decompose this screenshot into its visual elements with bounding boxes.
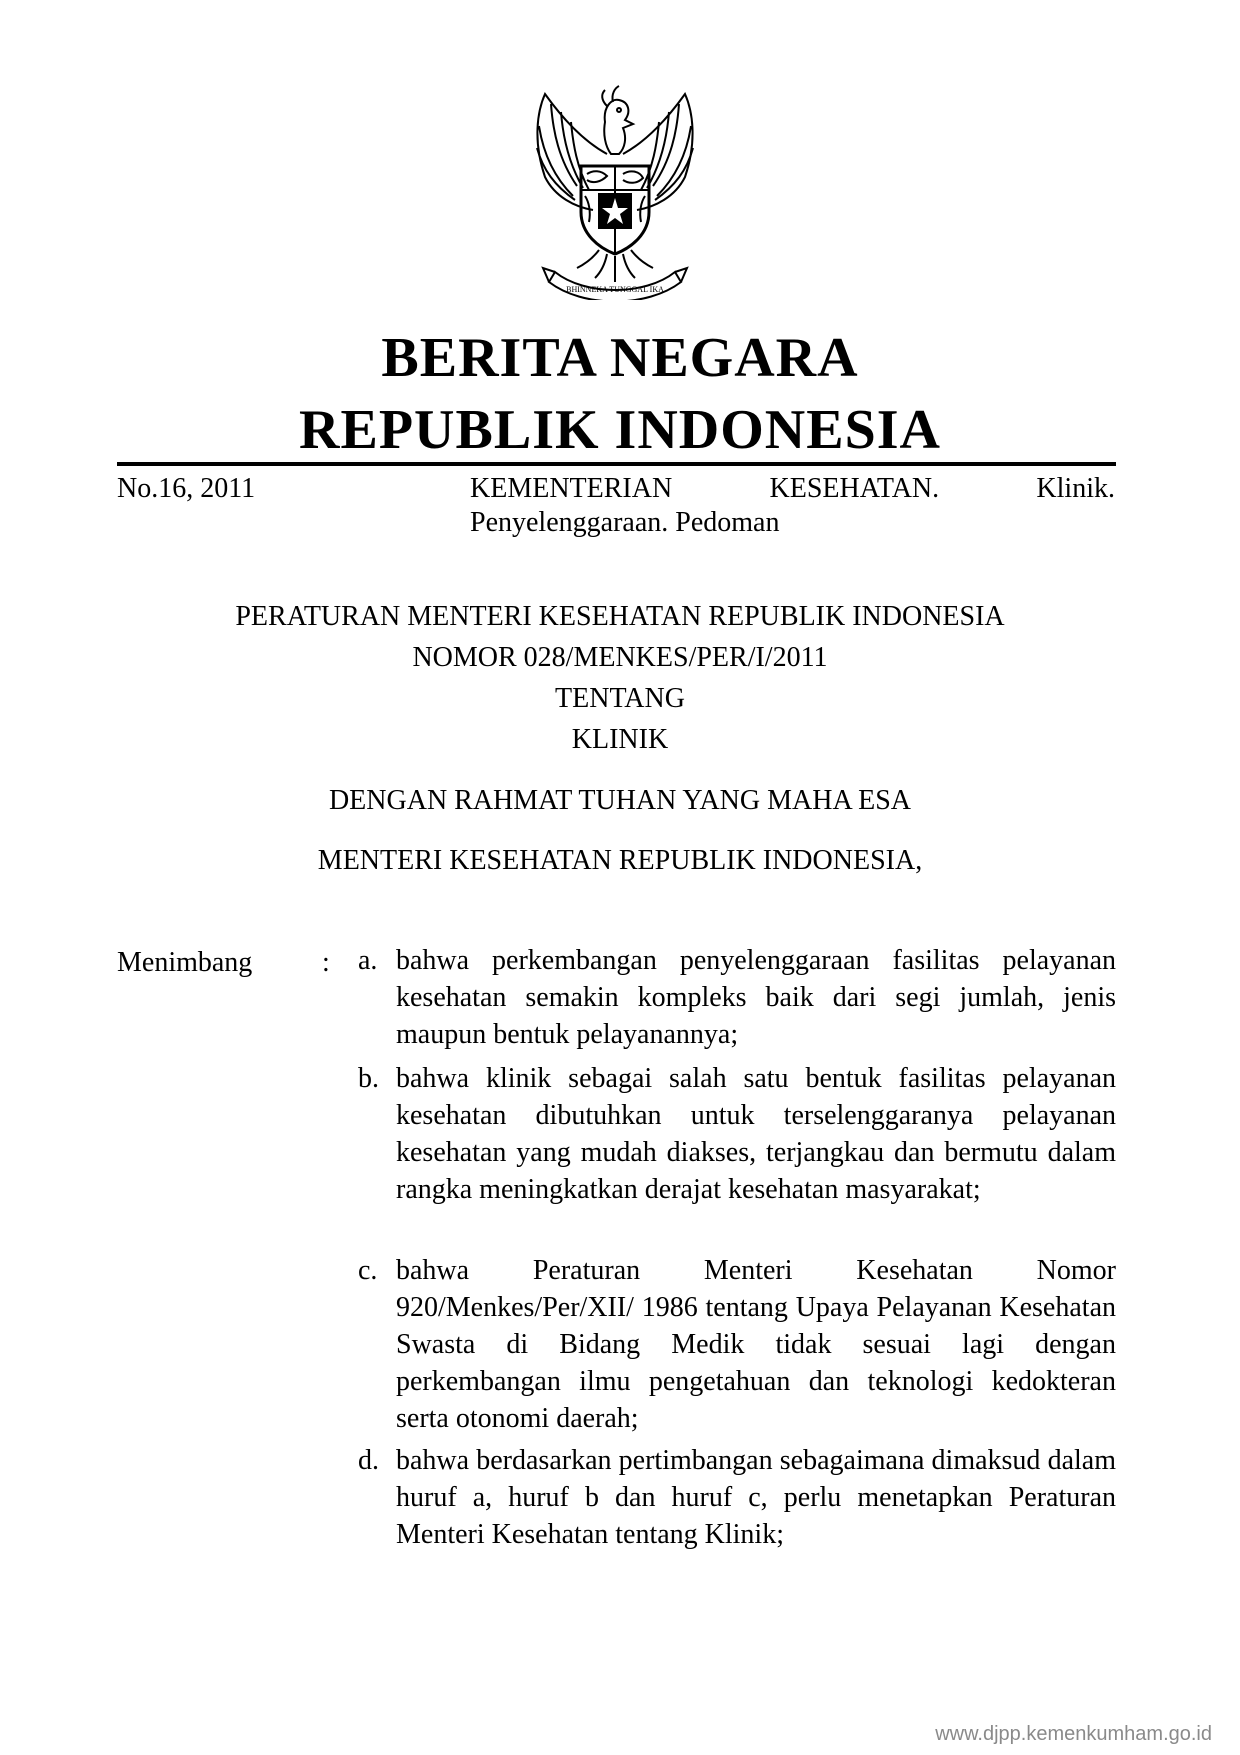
menimbang-item-b — [358, 1060, 1116, 1208]
item-text: bahwa perkembangan penyelenggaraan fasilitas pelayanan kesehatan semakin kompleks baik dari segi jumlah, jenis maupun bentuk pelayanannya; — [396, 945, 1116, 1050]
item-text: bahwa berdasarkan pertimbangan sebagaimana dimaksud dalam huruf a, huruf b dan huruf c, perlu menetapkan Peraturan Menteri Kesehatan tentang Klinik; — [396, 1445, 1116, 1550]
masthead-title-line1: BERITA NEGARA — [381, 327, 859, 389]
item-letter: a. — [358, 945, 378, 976]
menimbang-colon: : — [322, 947, 330, 978]
regulation-number: NOMOR 028/MENKES/PER/I/2011 — [412, 642, 828, 673]
issue-number: No.16, 2011 — [117, 473, 256, 504]
item-letter: b. — [358, 1063, 379, 1094]
regulation-title: PERATURAN MENTERI KESEHATAN REPUBLIK INDONESIA — [235, 601, 1005, 632]
preamble-issuer: MENTERI KESEHATAN REPUBLIK INDONESIA, — [317, 845, 923, 876]
menimbang-item-c — [358, 1252, 1116, 1437]
preamble-blessing: DENGAN RAHMAT TUHAN YANG MAHA ESA — [328, 785, 912, 816]
regulation-about: TENTANG — [555, 683, 685, 714]
footer-url: www.djpp.kemenkumham.go.id — [935, 1723, 1212, 1745]
item-letter: d. — [358, 1445, 379, 1476]
item-text: bahwa Peraturan Menteri Kesehatan Nomor 920/Menkes/Per/XII/ 1986 tentang Upaya Pelayanan Kesehatan Swasta di Bidang Medik tidak sesuai lagi dengan perkembangan ilmu pengetahuan dan teknologi kedokteran serta otonomi daerah; — [396, 1255, 1116, 1434]
garuda-pancasila-emblem-icon — [515, 82, 715, 300]
menimbang-label: Menimbang — [117, 947, 253, 978]
masthead-title-line2: REPUBLIK INDONESIA — [299, 399, 941, 461]
item-letter: c. — [358, 1255, 378, 1286]
issue-subject: KEMENTERIAN KESEHATAN. Klinik. Penyelenggaraan. Pedoman — [470, 473, 1115, 538]
masthead-divider — [117, 462, 1116, 466]
regulation-subject: KLINIK — [571, 724, 669, 755]
emblem-motto: BHINNEKA TUNGGAL IKA — [566, 285, 664, 294]
item-text: bahwa klinik sebagai salah satu bentuk fasilitas pelayanan kesehatan dibutuhkan untuk terselenggaranya pelayanan kesehatan yang mudah diakses, terjangkau dan bermutu dalam rangka meningkatkan derajat kesehatan masyarakat; — [396, 1063, 1116, 1205]
menimbang-item-d — [358, 1442, 1116, 1553]
menimbang-item-a — [358, 942, 1116, 1053]
